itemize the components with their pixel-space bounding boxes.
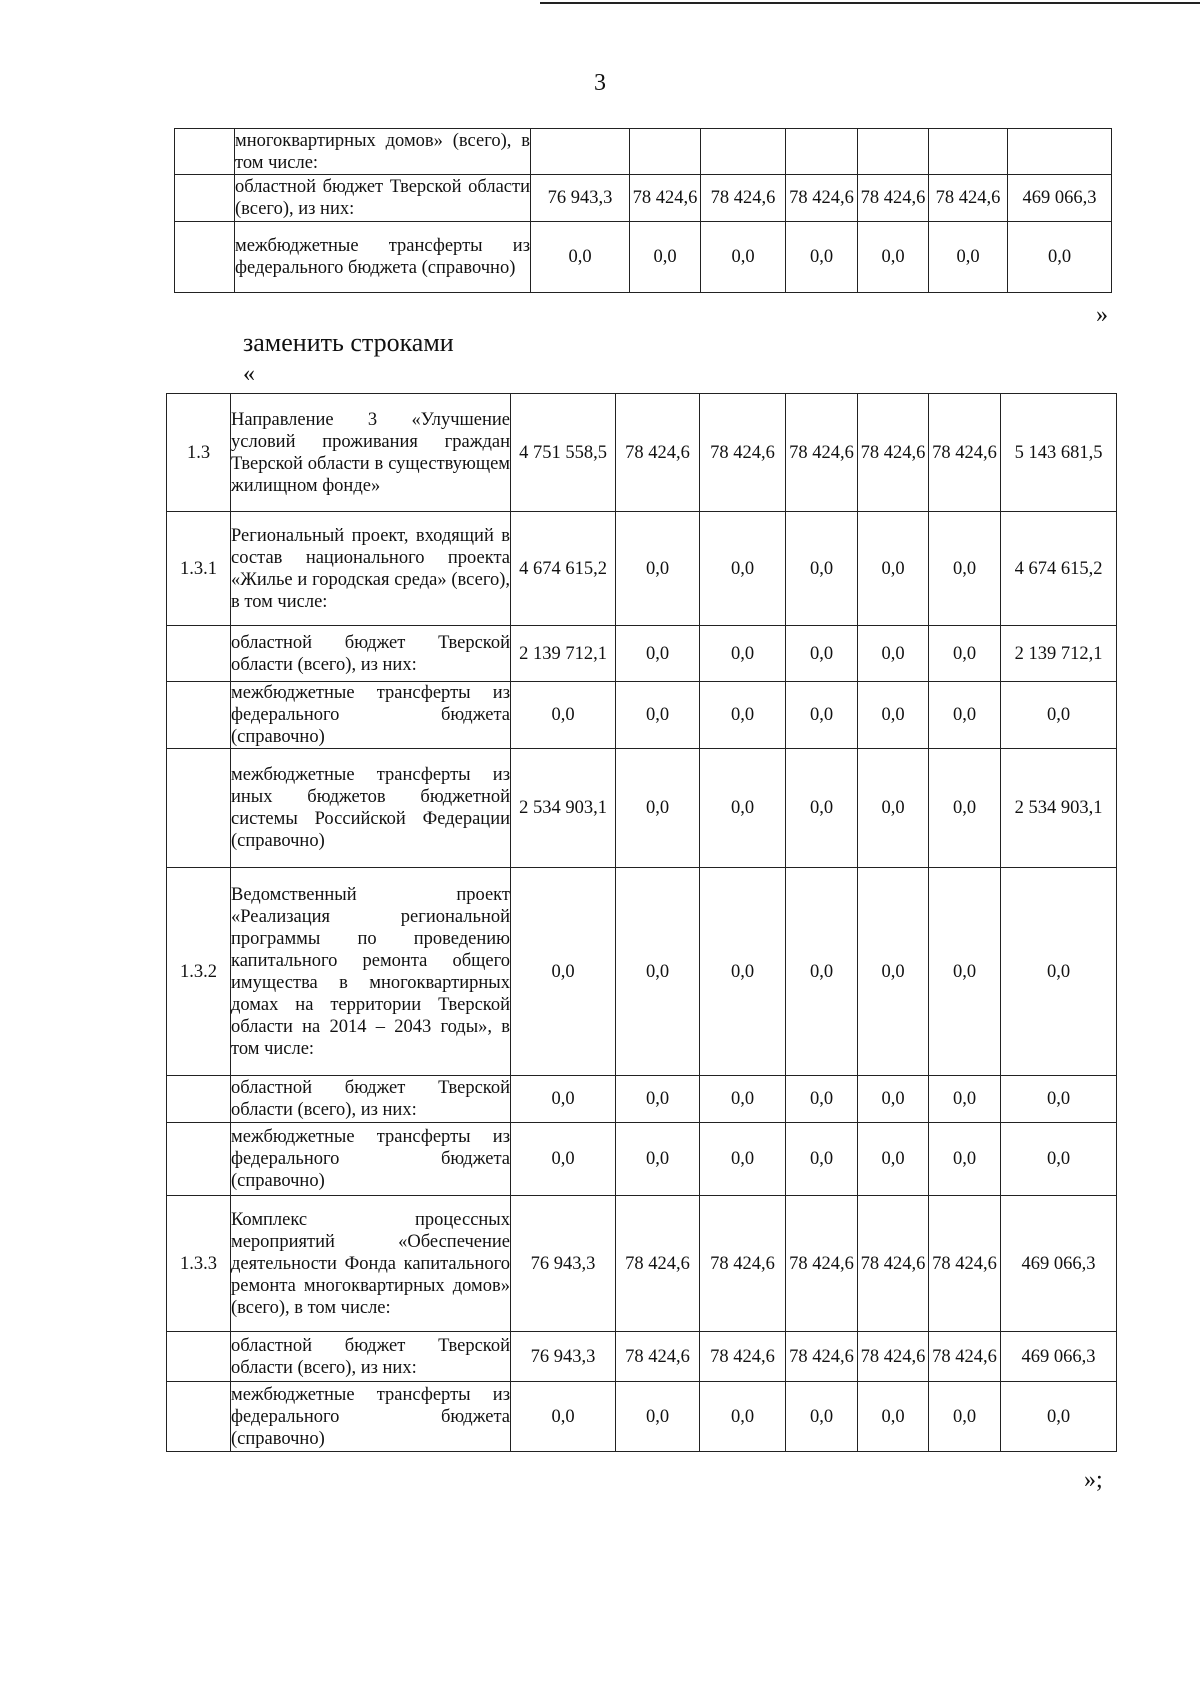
- value-cell: 0,0: [786, 1123, 858, 1196]
- value-cell: 2 534 903,1: [511, 749, 616, 868]
- closing-quote-semicolon: »;: [1084, 1467, 1103, 1493]
- value-cell: 469 066,3: [1008, 175, 1112, 222]
- row-code: [175, 222, 235, 293]
- value-cell: 0,0: [700, 1076, 786, 1123]
- value-cell: 0,0: [531, 222, 630, 293]
- row-code: [167, 1382, 231, 1452]
- value-cell: [858, 129, 929, 175]
- value-cell: 0,0: [929, 512, 1001, 626]
- value-cell: 0,0: [700, 682, 786, 749]
- value-cell: 78 424,6: [616, 1332, 700, 1382]
- value-cell: 78 424,6: [700, 1196, 786, 1332]
- value-cell: 78 424,6: [630, 175, 701, 222]
- value-cell: 0,0: [511, 1382, 616, 1452]
- value-cell: 78 424,6: [616, 394, 700, 512]
- value-cell: 0,0: [929, 749, 1001, 868]
- value-cell: 78 424,6: [700, 394, 786, 512]
- row-code: [167, 749, 231, 868]
- value-cell: 0,0: [700, 626, 786, 682]
- row-description: межбюджетные трансферты из федерального бюджета (справочно): [231, 1123, 511, 1196]
- row-description: межбюджетные трансферты из иных бюджетов бюджетной системы Российской Федерации (справочно): [231, 749, 511, 868]
- value-cell: 78 424,6: [786, 394, 858, 512]
- value-cell: 4 674 615,2: [1001, 512, 1117, 626]
- value-cell: 78 424,6: [701, 175, 786, 222]
- value-cell: [630, 129, 701, 175]
- value-cell: 0,0: [616, 749, 700, 868]
- value-cell: 0,0: [511, 1076, 616, 1123]
- value-cell: 78 424,6: [786, 1196, 858, 1332]
- row-description: областной бюджет Тверской области (всего), из них:: [235, 175, 531, 222]
- value-cell: 78 424,6: [929, 1196, 1001, 1332]
- value-cell: 0,0: [1001, 1382, 1117, 1452]
- previous-rows-table: [174, 128, 1112, 293]
- value-cell: 76 943,3: [511, 1196, 616, 1332]
- table-row: [167, 626, 1117, 682]
- value-cell: [531, 129, 630, 175]
- row-code: 1.3: [167, 394, 231, 512]
- value-cell: 0,0: [616, 626, 700, 682]
- value-cell: 0,0: [786, 749, 858, 868]
- value-cell: 2 534 903,1: [1001, 749, 1117, 868]
- value-cell: 4 674 615,2: [511, 512, 616, 626]
- opening-quote: «: [243, 361, 255, 387]
- row-code: 1.3.1: [167, 512, 231, 626]
- replacement-rows-table: [166, 393, 1117, 1452]
- value-cell: 469 066,3: [1001, 1196, 1117, 1332]
- row-code: [167, 626, 231, 682]
- value-cell: 0,0: [700, 1123, 786, 1196]
- value-cell: 0,0: [929, 682, 1001, 749]
- value-cell: 0,0: [616, 1123, 700, 1196]
- value-cell: [701, 129, 786, 175]
- value-cell: 0,0: [1001, 682, 1117, 749]
- value-cell: 0,0: [700, 512, 786, 626]
- table-row: [175, 222, 1112, 293]
- row-code: 1.3.3: [167, 1196, 231, 1332]
- table-row: [175, 175, 1112, 222]
- value-cell: 0,0: [616, 682, 700, 749]
- value-cell: [786, 129, 858, 175]
- value-cell: 78 424,6: [858, 394, 929, 512]
- value-cell: 0,0: [616, 1382, 700, 1452]
- row-description: межбюджетные трансферты из федерального бюджета (справочно): [231, 1382, 511, 1452]
- value-cell: 78 424,6: [929, 175, 1008, 222]
- value-cell: 2 139 712,1: [511, 626, 616, 682]
- value-cell: 76 943,3: [531, 175, 630, 222]
- value-cell: 0,0: [700, 749, 786, 868]
- value-cell: 2 139 712,1: [1001, 626, 1117, 682]
- row-description: межбюджетные трансферты из федерального бюджета (справочно): [231, 683, 510, 747]
- value-cell: 0,0: [858, 1123, 929, 1196]
- table-row: [167, 1382, 1117, 1452]
- value-cell: 0,0: [858, 1076, 929, 1123]
- value-cell: 0,0: [1008, 222, 1112, 293]
- table-row: [175, 129, 1112, 175]
- row-code: [167, 1076, 231, 1123]
- table-row: [167, 512, 1117, 626]
- value-cell: 0,0: [786, 222, 858, 293]
- table-row: [167, 749, 1117, 868]
- row-description: межбюджетные трансферты из федерального бюджета (справочно): [235, 222, 531, 293]
- top-border-line: [540, 2, 1200, 4]
- value-cell: 0,0: [630, 222, 701, 293]
- value-cell: 4 751 558,5: [511, 394, 616, 512]
- row-description: областной бюджет Тверской области (всего), из них:: [231, 626, 511, 682]
- value-cell: 0,0: [858, 1382, 929, 1452]
- table-row: [167, 1196, 1117, 1332]
- value-cell: 0,0: [701, 222, 786, 293]
- value-cell: 0,0: [616, 1076, 700, 1123]
- value-cell: 0,0: [858, 626, 929, 682]
- row-code: [175, 175, 235, 222]
- value-cell: 0,0: [929, 626, 1001, 682]
- row-description: Ведомственный проект «Реализация региональной программы по проведению капитального ремонта общего имущества в многоквартирных домах на территории Тверской области на 2014 – 2043 годы», в том числе:: [231, 868, 511, 1076]
- value-cell: 0,0: [929, 222, 1008, 293]
- row-description: Направление 3 «Улучшение условий проживания граждан Тверской области в существующем жилищном фонде»: [231, 394, 511, 512]
- value-cell: 0,0: [786, 1382, 858, 1452]
- value-cell: 0,0: [1001, 868, 1117, 1076]
- value-cell: 0,0: [929, 1076, 1001, 1123]
- value-cell: 0,0: [786, 512, 858, 626]
- value-cell: 0,0: [786, 868, 858, 1076]
- closing-quote: »: [1096, 302, 1108, 328]
- value-cell: 0,0: [858, 868, 929, 1076]
- value-cell: 0,0: [700, 1382, 786, 1452]
- value-cell: 78 424,6: [700, 1332, 786, 1382]
- value-cell: 0,0: [1001, 1076, 1117, 1123]
- value-cell: 469 066,3: [1001, 1332, 1117, 1382]
- value-cell: 78 424,6: [929, 394, 1001, 512]
- row-description: областной бюджет Тверской области (всего), из них:: [231, 1076, 511, 1123]
- row-description: многоквартирных домов» (всего), в том числе:: [235, 130, 530, 173]
- value-cell: 78 424,6: [858, 1196, 929, 1332]
- value-cell: 0,0: [929, 1382, 1001, 1452]
- row-code: [167, 1332, 231, 1382]
- value-cell: 78 424,6: [929, 1332, 1001, 1382]
- value-cell: 0,0: [616, 512, 700, 626]
- table-row: [167, 1332, 1117, 1382]
- row-description: областной бюджет Тверской области (всего), из них:: [231, 1332, 511, 1382]
- value-cell: 78 424,6: [786, 1332, 858, 1382]
- value-cell: 76 943,3: [511, 1332, 616, 1382]
- row-code: [175, 129, 235, 175]
- value-cell: 0,0: [858, 512, 929, 626]
- table-row: [167, 394, 1117, 512]
- value-cell: 0,0: [786, 1076, 858, 1123]
- value-cell: 0,0: [858, 682, 929, 749]
- value-cell: 78 424,6: [616, 1196, 700, 1332]
- value-cell: 78 424,6: [786, 175, 858, 222]
- table-row: [167, 1123, 1117, 1196]
- row-description: Региональный проект, входящий в состав национального проекта «Жилье и городская среда» (всего), в том числе:: [231, 512, 511, 626]
- value-cell: 5 143 681,5: [1001, 394, 1117, 512]
- table-row: [167, 682, 1117, 749]
- table-row: [167, 868, 1117, 1076]
- replace-phrase: заменить строками: [243, 328, 454, 357]
- value-cell: 0,0: [1001, 1123, 1117, 1196]
- value-cell: 0,0: [511, 868, 616, 1076]
- value-cell: 0,0: [616, 868, 700, 1076]
- value-cell: 78 424,6: [858, 175, 929, 222]
- value-cell: 78 424,6: [858, 1332, 929, 1382]
- value-cell: 0,0: [511, 682, 616, 749]
- row-code: [167, 682, 231, 749]
- value-cell: 0,0: [786, 682, 858, 749]
- page-number: 3: [594, 70, 606, 96]
- value-cell: 0,0: [929, 1123, 1001, 1196]
- value-cell: 0,0: [929, 868, 1001, 1076]
- row-code: 1.3.2: [167, 868, 231, 1076]
- value-cell: [1008, 129, 1112, 175]
- row-description: Комплекс процессных мероприятий «Обеспечение деятельности Фонда капитального ремонта многоквартирных домов» (всего), в том числе:: [231, 1196, 511, 1332]
- value-cell: 0,0: [858, 222, 929, 293]
- value-cell: 0,0: [511, 1123, 616, 1196]
- value-cell: 0,0: [786, 626, 858, 682]
- table-row: [167, 1076, 1117, 1123]
- value-cell: 0,0: [700, 868, 786, 1076]
- value-cell: 0,0: [858, 749, 929, 868]
- row-code: [167, 1123, 231, 1196]
- value-cell: [929, 129, 1008, 175]
